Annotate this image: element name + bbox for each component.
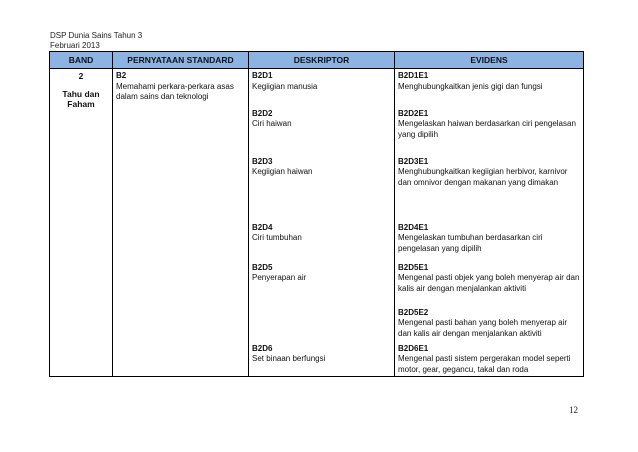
evidence-cell: [395, 342, 584, 377]
descriptor-code: B2D6: [252, 343, 273, 353]
descriptor-code: B2D1: [252, 71, 273, 80]
descriptor-code: B2D2: [252, 108, 273, 118]
document-header-title: DSP Dunia Sains Tahun 3: [50, 31, 143, 40]
evidence-cell: [395, 69, 584, 107]
descriptor-cell: [249, 107, 395, 155]
band-number: 2: [78, 71, 84, 81]
descriptor-cell: [249, 69, 395, 107]
descriptor-text: Penyerapan air: [252, 273, 307, 282]
descriptor-cell: [249, 342, 395, 377]
page-number: 12: [569, 405, 578, 415]
standard-cell: [113, 69, 249, 377]
evidence-code: B2D5E2: [398, 307, 429, 317]
band-cell: [50, 69, 113, 377]
descriptor-text: Ciri tumbuhan: [252, 233, 302, 242]
evidence-text: Menghubungkaitkan jenis gigi dan fungsi: [398, 81, 543, 91]
descriptor-code: B2D5: [252, 262, 273, 272]
document-header-date: Februari 2013: [50, 41, 100, 50]
evidence-text: Mengelaskan haiwan berdasarkan ciri pengelasan yang dipilih: [398, 119, 576, 139]
evidence-cell: [395, 221, 584, 261]
descriptor-text: Ciri haiwan: [252, 119, 292, 128]
descriptor-cell: [249, 261, 395, 342]
evidence-code: B2D4E1: [398, 222, 429, 232]
descriptor-text: Set binaan berfungsi: [252, 354, 326, 363]
evidence-text: Mengenal pasti bahan yang boleh menyerap air dan kalis air dengan menjalankan aktiviti: [398, 318, 568, 338]
standard-code: B2: [116, 71, 127, 80]
evidence-text: Menghubungkaitkan kegiigian herbivor, karnivor dan omnivor dengan makanan yang dimakan: [398, 167, 568, 187]
descriptor-cell: [249, 221, 395, 261]
column-header-standard: PERNYATAAN STANDARD: [113, 52, 249, 69]
evidence-code: B2D5E1: [398, 262, 429, 272]
evidence-text: Mengenal pasti sistem pergerakan model seperti motor, gear, gegancu, takal dan roda: [398, 354, 571, 374]
evidence-cell: [395, 306, 584, 342]
column-header-descriptor: DESKRIPTOR: [249, 52, 395, 69]
descriptor-code: B2D3: [252, 156, 273, 166]
evidence-cell: [395, 155, 584, 221]
evidence-code: B2D3E1: [398, 156, 429, 166]
rubric-table: [49, 51, 584, 377]
column-header-evidence: EVIDENS: [395, 52, 584, 69]
band-label: Tahu dan Faham: [62, 88, 100, 109]
evidence-text: Mengelaskan tumbuhan berdasarkan ciri pengelasan yang dipilih: [398, 233, 543, 253]
descriptor-text: Kegiigian manusia: [252, 81, 318, 91]
table-row: [50, 69, 584, 107]
evidence-code: B2D2E1: [398, 108, 429, 118]
evidence-cell: [395, 261, 584, 306]
evidence-code: B2D1E1: [398, 71, 429, 80]
evidence-cell: [395, 107, 584, 155]
descriptor-cell: [249, 155, 395, 221]
evidence-code: B2D6E1: [398, 343, 429, 353]
column-header-band: BAND: [50, 52, 113, 69]
evidence-text: Mengenal pasti objek yang boleh menyerap air dan kalis air dengan menjalankan aktiviti: [398, 273, 580, 293]
descriptor-code: B2D4: [252, 222, 273, 232]
table-header-row: [50, 52, 584, 69]
descriptor-text: Kegiigian haiwan: [252, 167, 313, 176]
standard-text: Memahami perkara-perkara asas dalam sains dan teknologi: [116, 81, 234, 101]
